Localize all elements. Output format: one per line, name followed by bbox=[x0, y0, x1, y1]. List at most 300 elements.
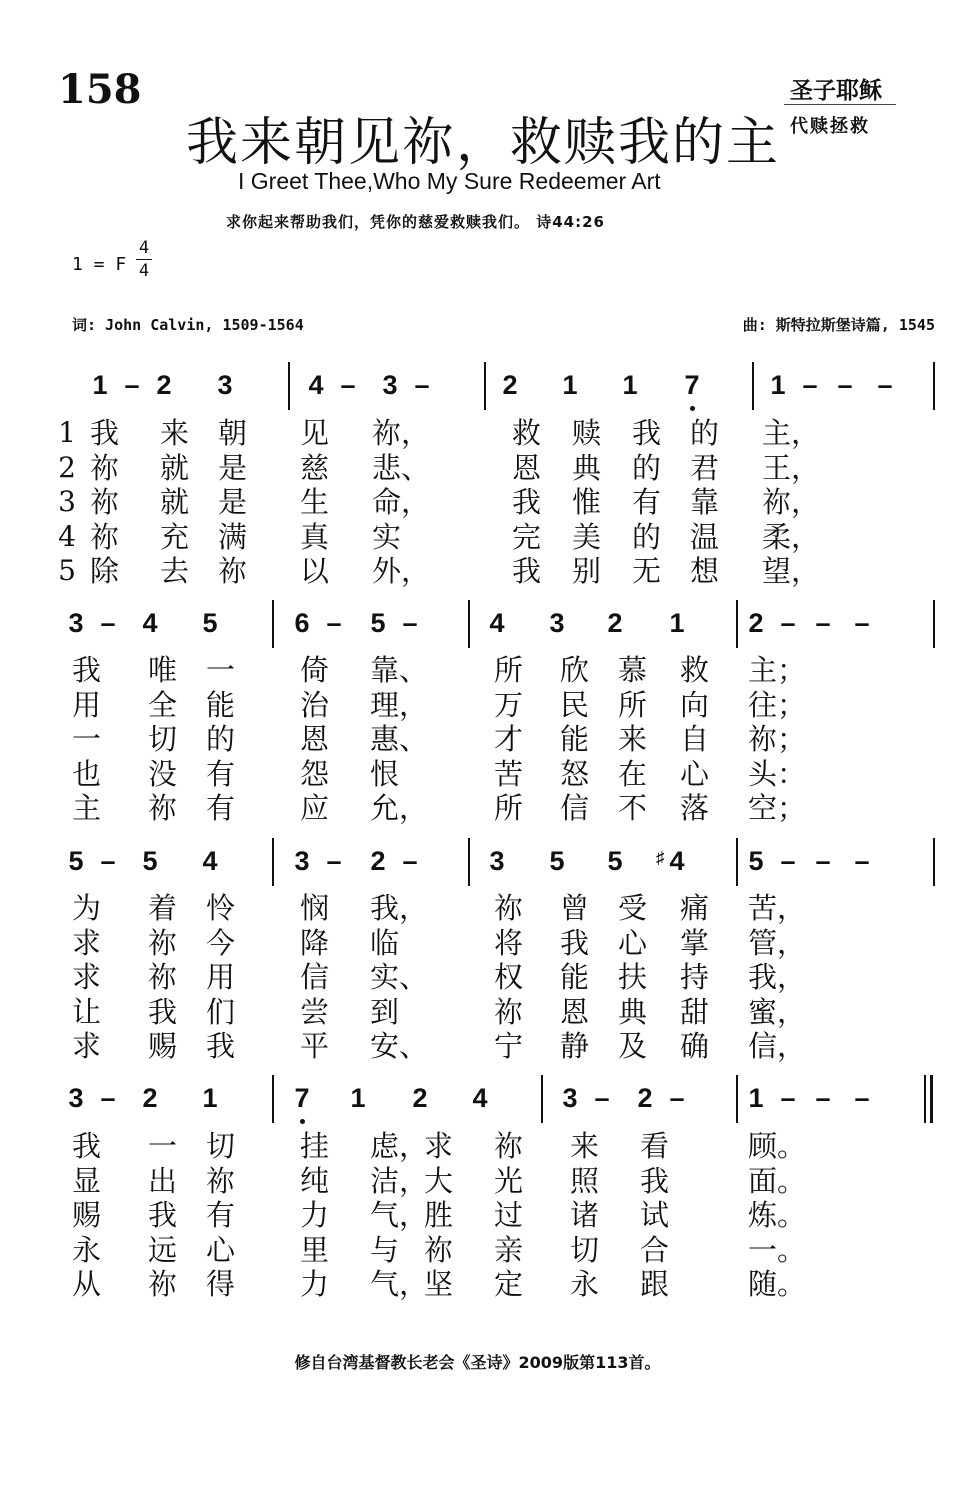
note-extension: – bbox=[100, 846, 116, 876]
lyric-syllable: 扶 bbox=[618, 960, 648, 994]
lyric-syllable: 应 bbox=[300, 791, 330, 825]
lyric-syllable: 持 bbox=[680, 960, 710, 994]
note-extension: – bbox=[815, 1083, 831, 1113]
lyric-syllable: 信 bbox=[560, 791, 590, 825]
lyric-syllable: 民 bbox=[560, 687, 590, 722]
lyric-syllable: 管， bbox=[748, 925, 807, 960]
lyric-syllable: 纯 bbox=[300, 1163, 330, 1198]
lyric-syllable: 就 bbox=[160, 450, 190, 485]
lyric-syllable: 全 bbox=[148, 687, 178, 722]
lyric-syllable: 美 bbox=[572, 519, 602, 554]
lyric-syllable: 赎 bbox=[572, 416, 602, 450]
lyric-syllable: 慕 bbox=[618, 653, 648, 687]
time-signature-top: 4 bbox=[138, 238, 150, 258]
lyric-syllable: 欣 bbox=[560, 653, 590, 687]
lyric-syllable: 是 bbox=[218, 485, 248, 519]
lyric-syllable: 祢 bbox=[494, 994, 524, 1029]
lyric-syllable: 空； bbox=[748, 791, 807, 825]
note: 3 bbox=[549, 608, 565, 638]
lyric-syllable: 气， bbox=[370, 1198, 429, 1232]
lyric-syllable: 完 bbox=[512, 519, 542, 554]
lyric-syllable: 一。 bbox=[748, 1232, 807, 1267]
note: 5 bbox=[748, 846, 764, 876]
scripture-verse: 求你起来帮助我们，凭你的慈爱救赎我们。 诗44:26 bbox=[226, 213, 605, 231]
lyric-syllable: 随。 bbox=[748, 1267, 807, 1301]
lyric-syllable: 力 bbox=[300, 1198, 330, 1232]
lyric-syllable: 君 bbox=[690, 450, 720, 485]
lyric-syllable: 有 bbox=[206, 1198, 236, 1232]
lyric-line-verse-5 bbox=[0, 791, 955, 825]
lyric-syllable: 我 bbox=[640, 1163, 670, 1198]
lyric-syllable: 恨 bbox=[370, 756, 400, 791]
lyric-line-verse-2 bbox=[0, 451, 955, 485]
lyric-syllable: 心 bbox=[618, 925, 648, 960]
lyric-syllable: 临 bbox=[370, 925, 400, 960]
lyric-syllable: 我， bbox=[748, 960, 807, 994]
final-barline bbox=[930, 1075, 933, 1123]
note: 3 bbox=[217, 370, 233, 400]
lyric-syllable: 我 bbox=[72, 653, 102, 687]
lyric-syllable: 才 bbox=[494, 722, 524, 756]
lyric-syllable: 炼。 bbox=[748, 1198, 807, 1232]
lyric-syllable: 救 bbox=[512, 416, 542, 450]
note: 1 bbox=[202, 1083, 218, 1113]
lyric-syllable: 王， bbox=[762, 450, 821, 485]
lyric-syllable: 有 bbox=[206, 756, 236, 791]
lyric-syllable: 尝 bbox=[300, 994, 330, 1029]
lyric-syllable: 永 bbox=[570, 1267, 600, 1301]
lyric-syllable: 我 bbox=[206, 1029, 236, 1063]
note-extension: – bbox=[414, 370, 430, 400]
lyric-syllable: 及 bbox=[618, 1029, 648, 1063]
lyric-syllable: 定 bbox=[494, 1267, 524, 1301]
lyric-syllable: 生 bbox=[300, 485, 330, 519]
lyric-line-verse-5 bbox=[0, 554, 955, 588]
note: 4 bbox=[308, 370, 324, 400]
lyric-syllable: 慈 bbox=[300, 450, 330, 485]
note: 2 bbox=[637, 1083, 653, 1113]
note: 7 bbox=[677, 370, 707, 401]
lyric-syllable: 靠 bbox=[690, 485, 720, 519]
note: 2 bbox=[412, 1083, 428, 1113]
lyric-syllable: 倚 bbox=[300, 653, 330, 687]
lyric-syllable: 祢 bbox=[494, 891, 524, 925]
note: 3 bbox=[489, 846, 505, 876]
lyric-syllable: 里 bbox=[300, 1232, 330, 1267]
lyric-syllable: 切 bbox=[148, 722, 178, 756]
lyric-syllable: 宁 bbox=[494, 1029, 524, 1063]
lyric-line-verse-2 bbox=[0, 926, 955, 960]
final-barline-thin bbox=[924, 1075, 926, 1123]
lyric-line-verse-4 bbox=[0, 520, 955, 554]
lyric-syllable: 信 bbox=[300, 960, 330, 994]
lyric-syllable: 怒 bbox=[560, 756, 590, 791]
lyric-syllable: 祢； bbox=[748, 722, 807, 756]
lyric-syllable: 实 bbox=[372, 519, 402, 554]
lyric-syllable: 们 bbox=[206, 994, 236, 1029]
lyric-syllable: 降 bbox=[300, 925, 330, 960]
note: 2 bbox=[142, 1083, 158, 1113]
note-extension: – bbox=[402, 846, 418, 876]
lyric-syllable: 想 bbox=[690, 554, 720, 588]
lyric-syllable: 切 bbox=[570, 1232, 600, 1267]
lyric-syllable: 求 bbox=[72, 925, 102, 960]
barline bbox=[272, 600, 274, 648]
lyric-syllable: 蜜， bbox=[748, 994, 807, 1029]
lyric-syllable: 是 bbox=[218, 450, 248, 485]
barline bbox=[736, 1075, 738, 1123]
lyric-syllable: 外， bbox=[372, 554, 431, 588]
note-extension: – bbox=[594, 1083, 610, 1113]
lyric-syllable: 去 bbox=[160, 554, 190, 588]
verse-number: 3 bbox=[58, 485, 76, 518]
lyric-syllable: 洁， bbox=[370, 1163, 429, 1198]
note: 2 bbox=[607, 608, 623, 638]
key-signature: 1 = F bbox=[72, 254, 127, 275]
lyric-syllable: 无 bbox=[632, 554, 662, 588]
lyric-syllable: 我 bbox=[90, 416, 120, 450]
lyric-line-verse-3 bbox=[0, 960, 955, 994]
lyric-syllable: 合 bbox=[640, 1232, 670, 1267]
lyric-syllable: 万 bbox=[494, 687, 524, 722]
lyric-syllable: 主 bbox=[72, 791, 102, 825]
lyric-syllable: 力 bbox=[300, 1267, 330, 1301]
lyric-syllable: 满 bbox=[218, 519, 248, 554]
verse-number: 2 bbox=[58, 450, 76, 484]
lyric-syllable: 面。 bbox=[748, 1163, 807, 1198]
lyric-syllable: 真 bbox=[300, 519, 330, 554]
note: 3 bbox=[68, 1083, 84, 1113]
lyric-syllable: 以 bbox=[300, 554, 330, 588]
lyric-line-verse-3 bbox=[0, 485, 955, 519]
notation-row bbox=[0, 362, 955, 410]
lyric-syllable: 允， bbox=[370, 791, 429, 825]
note-extension: – bbox=[340, 370, 356, 400]
lyric-syllable: 唯 bbox=[148, 653, 178, 687]
note: 2 bbox=[156, 370, 172, 400]
note: 1 bbox=[770, 370, 786, 400]
lyric-syllable: 来 bbox=[618, 722, 648, 756]
lyric-syllable: 从 bbox=[72, 1267, 102, 1301]
lyric-syllable: 平 bbox=[300, 1029, 330, 1063]
note-extension: – bbox=[326, 846, 342, 876]
note: 2 bbox=[370, 846, 386, 876]
lyric-syllable: 有 bbox=[632, 485, 662, 519]
hymn-title-chinese: 我来朝见祢，救赎我的主 bbox=[186, 113, 781, 173]
lyric-syllable: 祢， bbox=[762, 485, 821, 519]
lyric-syllable: 靠、 bbox=[370, 653, 429, 687]
note-extension: – bbox=[837, 370, 853, 400]
note-extension: – bbox=[854, 1083, 870, 1113]
lyric-syllable: 所 bbox=[618, 687, 648, 722]
lyric-syllable: 祢 bbox=[90, 450, 120, 485]
lyric-syllable: 恩 bbox=[512, 450, 542, 485]
note: 6 bbox=[294, 608, 310, 638]
note: 3 bbox=[68, 608, 84, 638]
note: 4 bbox=[142, 608, 158, 638]
lyric-syllable: 理， bbox=[370, 687, 429, 722]
lyric-syllable: 的 bbox=[632, 450, 662, 485]
lyric-syllable: 悲、 bbox=[372, 450, 431, 485]
lyric-syllable: 来 bbox=[570, 1129, 600, 1163]
lyric-syllable: 惟 bbox=[572, 485, 602, 519]
lyric-syllable: 柔， bbox=[762, 519, 821, 554]
lyric-syllable: 亲 bbox=[494, 1232, 524, 1267]
lyric-syllable: 挂 bbox=[300, 1129, 330, 1163]
notation-row bbox=[0, 600, 955, 648]
lyric-syllable: 我， bbox=[370, 891, 429, 925]
barline bbox=[272, 838, 274, 886]
lyric-syllable: 祢 bbox=[218, 554, 248, 588]
lyric-syllable: 祢 bbox=[494, 1129, 524, 1163]
lyric-syllable: 治 bbox=[300, 687, 330, 722]
lyric-syllable: 权 bbox=[494, 960, 524, 994]
lyric-syllable: 赐 bbox=[148, 1029, 178, 1063]
barline bbox=[736, 838, 738, 886]
lyric-syllable: 我 bbox=[632, 416, 662, 450]
lyric-syllable: 所 bbox=[494, 791, 524, 825]
lyric-syllable: 得 bbox=[206, 1267, 236, 1301]
note: 5 bbox=[549, 846, 565, 876]
lyric-syllable: 永 bbox=[72, 1232, 102, 1267]
lyric-syllable: 悯 bbox=[300, 891, 330, 925]
lyric-syllable: 确 bbox=[680, 1029, 710, 1063]
note: 1 bbox=[748, 1083, 764, 1113]
hymn-title-english: I Greet Thee,Who My Sure Redeemer Art bbox=[238, 168, 661, 194]
lyric-syllable: 安、 bbox=[370, 1029, 429, 1063]
lyric-syllable: 祢 bbox=[148, 1267, 178, 1301]
notation-row bbox=[0, 1075, 955, 1123]
lyric-syllable: 祢 bbox=[90, 485, 120, 519]
lyric-syllable: 能 bbox=[206, 687, 236, 722]
category-divider bbox=[784, 104, 896, 105]
lyricist-credit: 词: John Calvin, 1509-1564 bbox=[72, 316, 304, 334]
lyric-syllable: 今 bbox=[206, 925, 236, 960]
lyric-syllable: 祢 bbox=[148, 791, 178, 825]
lyric-syllable: 我 bbox=[512, 554, 542, 588]
note: 5 bbox=[370, 608, 386, 638]
barline bbox=[933, 362, 935, 410]
lyric-syllable: 的 bbox=[206, 722, 236, 756]
lyric-syllable: 跟 bbox=[640, 1267, 670, 1301]
lyric-syllable: 与 bbox=[370, 1232, 400, 1267]
lyric-syllable: 祢 bbox=[148, 925, 178, 960]
barline bbox=[736, 600, 738, 648]
verse-number: 1 bbox=[58, 416, 76, 449]
lyric-syllable: 所 bbox=[494, 653, 524, 687]
lyric-syllable: 主， bbox=[762, 416, 821, 450]
lyric-syllable: 祢 bbox=[90, 519, 120, 554]
note-extension: – bbox=[854, 846, 870, 876]
note: 2 bbox=[748, 608, 764, 638]
note: 5 bbox=[68, 846, 84, 876]
lyric-syllable: 胜 bbox=[424, 1198, 454, 1232]
lyric-line-verse-2 bbox=[0, 1164, 955, 1198]
lyric-syllable: 也 bbox=[72, 756, 102, 791]
note: 2 bbox=[502, 370, 518, 400]
lyric-syllable: 痛 bbox=[680, 891, 710, 925]
barline bbox=[288, 362, 290, 410]
note: 5 bbox=[202, 608, 218, 638]
lyric-syllable: 惠、 bbox=[370, 722, 429, 756]
note: 3 bbox=[294, 846, 310, 876]
lyric-line-verse-4 bbox=[0, 757, 955, 791]
note: 5 bbox=[607, 846, 623, 876]
lyric-syllable: 我 bbox=[148, 1198, 178, 1232]
subcategory-label: 代赎拯救 bbox=[790, 116, 870, 137]
note: 4 bbox=[472, 1083, 488, 1113]
note: 1 bbox=[562, 370, 578, 400]
note-extension: – bbox=[877, 370, 893, 400]
lyric-syllable: 没 bbox=[148, 756, 178, 791]
lyric-line-verse-2 bbox=[0, 688, 955, 722]
lyric-syllable: 祢， bbox=[372, 416, 431, 450]
lyric-syllable: 救 bbox=[680, 653, 710, 687]
lyric-syllable: 信， bbox=[748, 1029, 807, 1063]
note: 7 bbox=[287, 1083, 317, 1114]
lyric-syllable: 能 bbox=[560, 722, 590, 756]
lyric-syllable: 虑， bbox=[370, 1129, 429, 1163]
note-extension: – bbox=[780, 608, 796, 638]
barline bbox=[468, 838, 470, 886]
lyric-syllable: 温 bbox=[690, 519, 720, 554]
lyric-syllable: 向 bbox=[680, 687, 710, 722]
lyric-syllable: 到 bbox=[370, 994, 400, 1029]
note: 3 bbox=[382, 370, 398, 400]
lyric-syllable: 有 bbox=[206, 791, 236, 825]
note-extension: – bbox=[124, 370, 140, 400]
notation-row bbox=[0, 838, 955, 886]
lyric-syllable: 能 bbox=[560, 960, 590, 994]
lyric-syllable: 受 bbox=[618, 891, 648, 925]
lyric-syllable: 过 bbox=[494, 1198, 524, 1232]
lyric-syllable: 为 bbox=[72, 891, 102, 925]
lyric-syllable: 出 bbox=[148, 1163, 178, 1198]
lyric-syllable: 朝 bbox=[218, 416, 248, 450]
lyric-syllable: 气， bbox=[370, 1267, 429, 1301]
lyric-syllable: 顾。 bbox=[748, 1129, 807, 1163]
note: 1 bbox=[92, 370, 108, 400]
lyric-syllable: 的 bbox=[632, 519, 662, 554]
lyric-syllable: 主； bbox=[748, 653, 807, 687]
lyric-syllable: 一 bbox=[206, 653, 236, 687]
barline bbox=[933, 838, 935, 886]
lyric-syllable: 求 bbox=[424, 1129, 454, 1163]
lyric-syllable: 大 bbox=[424, 1163, 454, 1198]
lyric-syllable: 恩 bbox=[300, 722, 330, 756]
lyric-syllable: 求 bbox=[72, 1029, 102, 1063]
lyric-syllable: 怨 bbox=[300, 756, 330, 791]
lyric-syllable: 充 bbox=[160, 519, 190, 554]
lyric-line-verse-4 bbox=[0, 1233, 955, 1267]
lyric-syllable: 恩 bbox=[560, 994, 590, 1029]
verse-number: 4 bbox=[58, 519, 76, 553]
lyric-syllable: 诸 bbox=[570, 1198, 600, 1232]
lyric-syllable: 看 bbox=[640, 1129, 670, 1163]
barline bbox=[933, 600, 935, 648]
time-signature-bottom: 4 bbox=[138, 261, 150, 281]
barline bbox=[468, 600, 470, 648]
lyric-syllable: 典 bbox=[572, 450, 602, 485]
lyric-syllable: 将 bbox=[494, 925, 524, 960]
lyric-syllable: 切 bbox=[206, 1129, 236, 1163]
lyric-line-verse-3 bbox=[0, 722, 955, 756]
lyric-line-verse-1 bbox=[0, 416, 955, 450]
lyric-syllable: 就 bbox=[160, 485, 190, 519]
lyric-syllable: 往； bbox=[748, 687, 807, 722]
lyric-syllable: 苦， bbox=[748, 891, 807, 925]
lyric-syllable: 曾 bbox=[560, 891, 590, 925]
lyric-syllable: 苦 bbox=[494, 756, 524, 791]
lyric-line-verse-4 bbox=[0, 995, 955, 1029]
lyric-syllable: 落 bbox=[680, 791, 710, 825]
note: 1 bbox=[622, 370, 638, 400]
barline bbox=[484, 362, 486, 410]
note: 5 bbox=[142, 846, 158, 876]
note-extension: – bbox=[669, 1083, 685, 1113]
lyric-syllable: 别 bbox=[572, 554, 602, 588]
lyric-line-verse-1 bbox=[0, 653, 955, 687]
lyric-syllable: 心 bbox=[206, 1232, 236, 1267]
lyric-syllable: 我 bbox=[72, 1129, 102, 1163]
lyric-syllable: 不 bbox=[618, 791, 648, 825]
lyric-syllable: 实、 bbox=[370, 960, 429, 994]
lyric-syllable: 坚 bbox=[424, 1267, 454, 1301]
note: 1 bbox=[350, 1083, 366, 1113]
note-extension: – bbox=[402, 608, 418, 638]
lyric-syllable: 祢 bbox=[148, 960, 178, 994]
lyric-syllable: 让 bbox=[72, 994, 102, 1029]
note-extension: – bbox=[815, 608, 831, 638]
note-extension: – bbox=[854, 608, 870, 638]
lyric-syllable: 望， bbox=[762, 554, 821, 588]
note-extension: – bbox=[780, 1083, 796, 1113]
note-extension: – bbox=[326, 608, 342, 638]
composer-credit: 曲: 斯特拉斯堡诗篇, 1545 bbox=[742, 316, 935, 334]
category-label: 圣子耶稣 bbox=[790, 77, 882, 104]
barline bbox=[541, 1075, 543, 1123]
lyric-syllable: 远 bbox=[148, 1232, 178, 1267]
lyric-syllable: 显 bbox=[72, 1163, 102, 1198]
note: ♯ 4 bbox=[656, 846, 685, 876]
barline bbox=[752, 362, 754, 410]
lyric-syllable: 心 bbox=[680, 756, 710, 791]
barline bbox=[272, 1075, 274, 1123]
note-extension: – bbox=[100, 608, 116, 638]
lyric-syllable: 光 bbox=[494, 1163, 524, 1198]
note-extension: – bbox=[780, 846, 796, 876]
lyric-line-verse-1 bbox=[0, 891, 955, 925]
verse-number: 5 bbox=[58, 554, 76, 587]
note-extension: – bbox=[815, 846, 831, 876]
lyric-syllable: 着 bbox=[148, 891, 178, 925]
lyric-syllable: 怜 bbox=[206, 891, 236, 925]
lyric-line-verse-5 bbox=[0, 1267, 955, 1301]
lyric-line-verse-3 bbox=[0, 1198, 955, 1232]
lyric-syllable: 自 bbox=[680, 722, 710, 756]
lyric-syllable: 掌 bbox=[680, 925, 710, 960]
lyric-syllable: 用 bbox=[206, 960, 236, 994]
lyric-syllable: 见 bbox=[300, 416, 330, 450]
lyric-syllable: 静 bbox=[560, 1029, 590, 1063]
lyric-line-verse-1 bbox=[0, 1129, 955, 1163]
lyric-syllable: 试 bbox=[640, 1198, 670, 1232]
lyric-syllable: 求 bbox=[72, 960, 102, 994]
lyric-syllable: 祢 bbox=[206, 1163, 236, 1198]
lyric-syllable: 祢 bbox=[424, 1232, 454, 1267]
lyric-syllable: 甜 bbox=[680, 994, 710, 1029]
note-extension: – bbox=[802, 370, 818, 400]
